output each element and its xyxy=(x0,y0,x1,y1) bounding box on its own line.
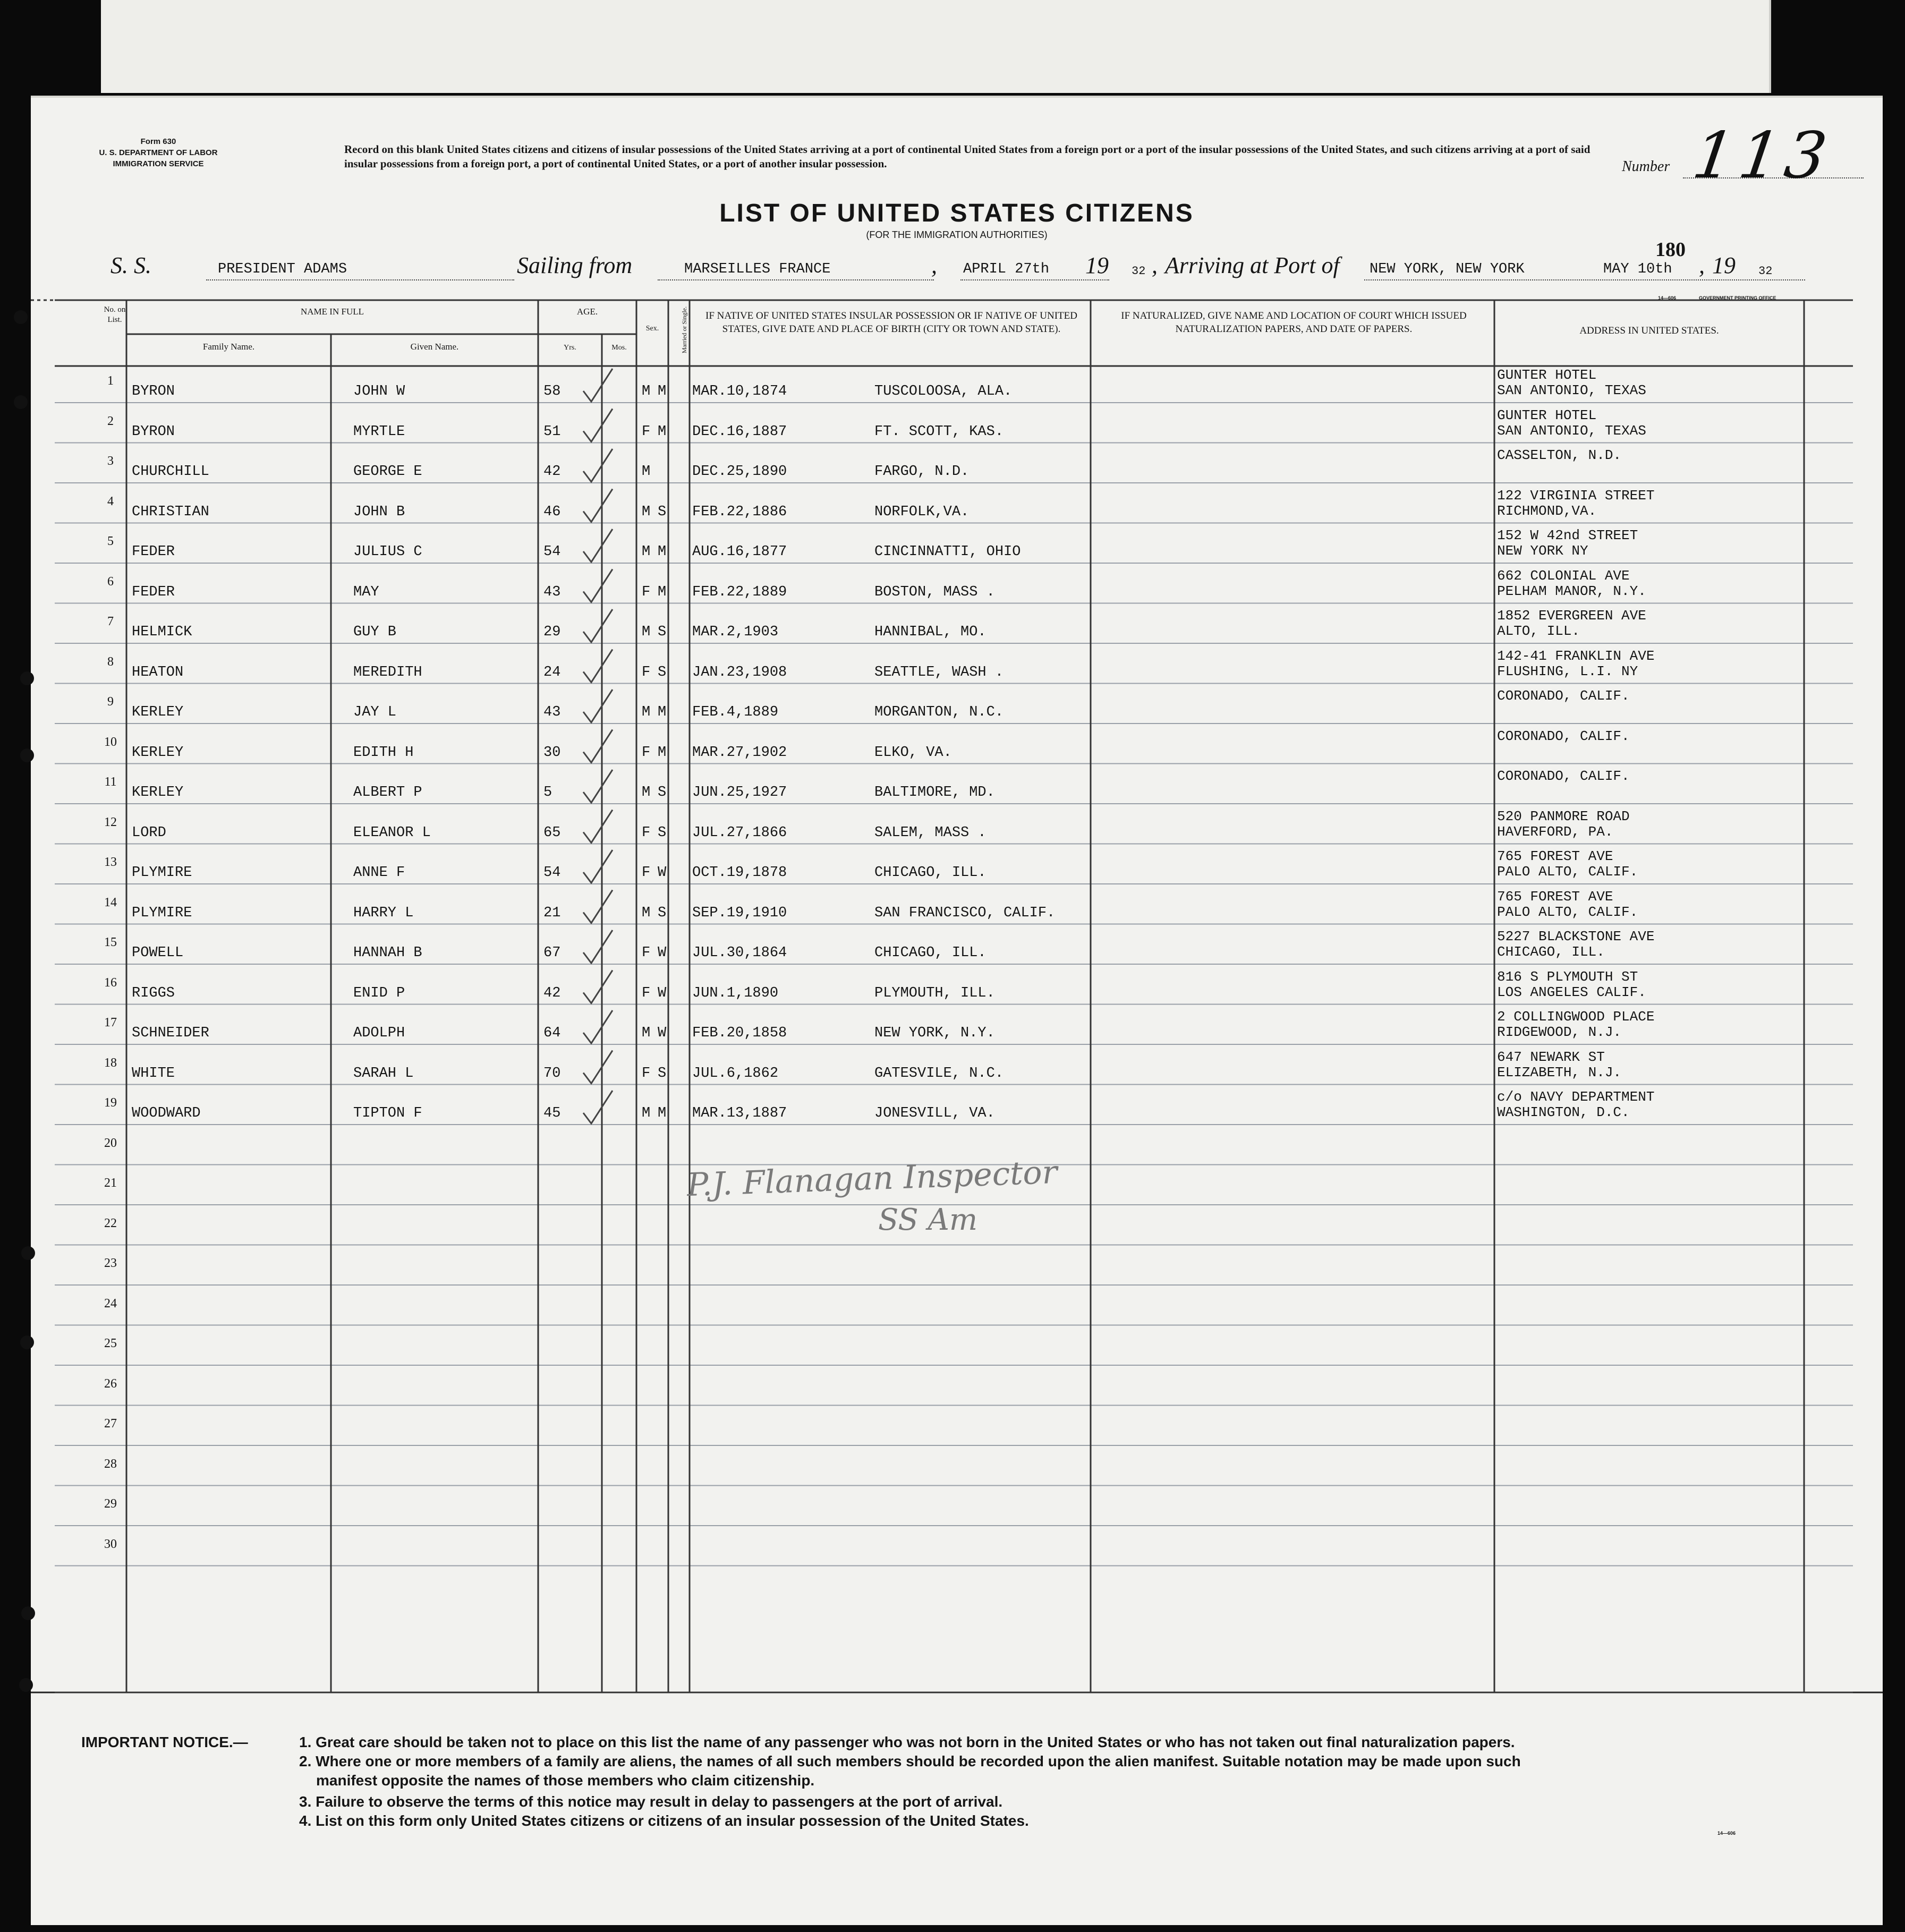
family-name-cell: KERLEY xyxy=(132,785,184,801)
birth-date-cell: SEP.19,1910 xyxy=(692,905,787,921)
birth-place-cell: FT. SCOTT, KAS. xyxy=(874,423,1004,440)
birth-place-cell: MORGANTON, N.C. xyxy=(874,704,1004,720)
given-name-cell: JOHN B xyxy=(353,504,405,520)
marital-status-cell: M xyxy=(658,384,667,399)
birth-date-cell: DEC.25,1890 xyxy=(692,464,787,480)
family-name-cell: WOODWARD xyxy=(132,1105,201,1121)
given-name-cell: HANNAH B xyxy=(353,945,422,961)
family-name-cell: BYRON xyxy=(132,423,175,440)
birth-place-cell: CINCINNATTI, OHIO xyxy=(874,544,1021,560)
address-line-1: 765 FOREST AVE xyxy=(1497,888,1613,905)
notice-item-3: 3. Failure to observe the terms of this notice may result in delay to passengers at the port of arrival. xyxy=(299,1793,1003,1810)
sex-cell: M xyxy=(642,1105,651,1121)
address-line-2: WASHINGTON, D.C. xyxy=(1497,1104,1630,1120)
check-mark xyxy=(583,890,613,923)
sex-cell: F xyxy=(642,985,651,1001)
birth-place-cell: BOSTON, MASS . xyxy=(874,584,995,600)
address-line-2: SAN ANTONIO, TEXAS xyxy=(1497,422,1646,439)
arriving-label: Arriving at Port of xyxy=(1165,252,1340,278)
given-name-cell: MYRTLE xyxy=(353,423,405,440)
header-married-or-single: Married or Single. xyxy=(681,306,688,354)
family-name-cell: LORD xyxy=(132,824,166,841)
sex-cell: M xyxy=(642,785,651,801)
age-cell: 58 xyxy=(543,384,561,399)
header-mos: Mos. xyxy=(611,344,627,352)
family-name-cell: PLYMIRE xyxy=(132,905,192,921)
address-line-1: GUNTER HOTEL xyxy=(1497,407,1597,423)
sailing-year: 32 xyxy=(1132,265,1146,278)
row-number: 14 xyxy=(104,895,117,909)
given-name-cell: ENID P xyxy=(353,985,405,1001)
family-name-cell: HEATON xyxy=(132,664,184,680)
arriving-port: NEW YORK, NEW YORK xyxy=(1370,261,1525,277)
check-mark xyxy=(583,730,613,763)
age-cell: 54 xyxy=(543,544,561,560)
birth-place-cell: SEATTLE, WASH . xyxy=(874,664,1004,680)
year-prefix: 19 xyxy=(1712,252,1736,278)
arriving-date: MAY 10th xyxy=(1603,261,1672,277)
family-name-cell: CHURCHILL xyxy=(132,464,209,480)
age-cell: 29 xyxy=(543,624,561,640)
address-line-2: HAVERFORD, PA. xyxy=(1497,823,1613,840)
sailing-label: Sailing from xyxy=(517,252,633,278)
check-mark xyxy=(583,1051,613,1084)
row-number: 21 xyxy=(104,1176,117,1190)
marital-status-cell: M xyxy=(658,704,667,720)
address-line-2: CHICAGO, ILL. xyxy=(1497,944,1605,960)
age-cell: 51 xyxy=(543,423,561,440)
given-name-cell: TIPTON F xyxy=(353,1105,422,1121)
sex-cell: M xyxy=(642,1025,651,1041)
birth-date-cell: JAN.23,1908 xyxy=(692,664,787,680)
row-number: 5 xyxy=(107,534,114,548)
check-mark xyxy=(583,369,613,402)
ss-label: S. S. xyxy=(110,252,151,278)
given-name-cell: SARAH L xyxy=(353,1065,414,1082)
address-line-1: c/o NAVY DEPARTMENT xyxy=(1497,1089,1655,1105)
marital-status-cell: S xyxy=(658,905,667,921)
sex-cell: F xyxy=(642,664,651,680)
sex-cell: F xyxy=(642,584,651,600)
address-line-1: 816 S PLYMOUTH ST xyxy=(1497,968,1638,985)
check-mark xyxy=(583,1091,613,1124)
age-cell: 70 xyxy=(543,1065,561,1082)
sex-cell: M xyxy=(642,464,651,480)
age-cell: 43 xyxy=(543,584,561,600)
page-subtitle: (FOR THE IMMIGRATION AUTHORITIES) xyxy=(866,229,1048,240)
birth-place-cell: SALEM, MASS . xyxy=(874,824,986,841)
stamp-number: 180 xyxy=(1655,239,1686,261)
birth-date-cell: AUG.16,1877 xyxy=(692,544,787,560)
comma: , xyxy=(1152,252,1158,278)
row-number: 3 xyxy=(107,454,114,468)
check-mark xyxy=(583,650,613,683)
birth-date-cell: DEC.16,1887 xyxy=(692,423,787,440)
address-line-2: ALTO, ILL. xyxy=(1497,623,1580,639)
address-line-1: CORONADO, CALIF. xyxy=(1497,728,1630,744)
list-number: 113 xyxy=(1688,119,1836,193)
given-name-cell: MAY xyxy=(353,584,379,600)
address-line-2: PELHAM MANOR, N.Y. xyxy=(1497,583,1646,599)
sex-cell: F xyxy=(642,1065,651,1082)
marital-status-cell: W xyxy=(658,945,667,961)
sex-cell: M xyxy=(642,544,651,560)
birth-date-cell: JUL.27,1866 xyxy=(692,824,787,841)
check-mark xyxy=(583,569,613,602)
punch-hole xyxy=(20,1335,34,1349)
birth-date-cell: FEB.22,1886 xyxy=(692,504,787,520)
given-name-cell: GEORGE E xyxy=(353,464,422,480)
birth-place-cell: SAN FRANCISCO, CALIF. xyxy=(874,905,1056,921)
address-line-1: 1852 EVERGREEN AVE xyxy=(1497,608,1646,624)
address-line-2: LOS ANGELES CALIF. xyxy=(1497,984,1646,1000)
row-number: 23 xyxy=(104,1256,117,1270)
address-line-2: PALO ALTO, CALIF. xyxy=(1497,904,1638,920)
address-line-1: GUNTER HOTEL xyxy=(1497,367,1597,383)
row-number: 24 xyxy=(104,1296,117,1310)
address-line-2: NEW YORK NY xyxy=(1497,543,1588,559)
header-yrs: Yrs. xyxy=(564,344,576,352)
punch-hole xyxy=(19,1678,33,1692)
row-number: 19 xyxy=(104,1096,117,1110)
birth-place-cell: PLYMOUTH, ILL. xyxy=(874,985,995,1001)
birth-date-cell: MAR.27,1902 xyxy=(692,744,787,761)
sex-cell: M xyxy=(642,704,651,720)
age-cell: 30 xyxy=(543,744,561,761)
address-line-1: 142-41 FRANKLIN AVE xyxy=(1497,648,1655,664)
sex-cell: F xyxy=(642,824,651,841)
age-cell: 45 xyxy=(543,1105,561,1121)
birth-date-cell: JUL.30,1864 xyxy=(692,945,787,961)
header-address: ADDRESS IN UNITED STATES. xyxy=(1579,325,1719,336)
family-name-cell: BYRON xyxy=(132,384,175,399)
address-line-1: 5227 BLACKSTONE AVE xyxy=(1497,929,1655,944)
row-number: 27 xyxy=(104,1417,117,1431)
check-mark xyxy=(583,449,613,482)
birth-date-cell: MAR.13,1887 xyxy=(692,1105,787,1121)
ship-name: PRESIDENT ADAMS xyxy=(218,261,347,277)
marital-status-cell: M xyxy=(658,544,667,560)
back-sheet xyxy=(101,0,1771,93)
birth-place-cell: TUSCOLOOSA, ALA. xyxy=(874,384,1013,399)
row-number: 30 xyxy=(104,1537,117,1551)
manifest-page xyxy=(31,96,1883,1925)
address-line-1: 520 PANMORE ROAD xyxy=(1497,808,1630,824)
birth-place-cell: CHICAGO, ILL. xyxy=(874,945,986,961)
check-mark xyxy=(583,971,613,1003)
row-number: 9 xyxy=(107,695,114,709)
punch-hole xyxy=(14,395,28,409)
birth-place-cell: JONESVILL, VA. xyxy=(874,1105,995,1121)
age-cell: 42 xyxy=(543,464,561,480)
birth-date-cell: FEB.20,1858 xyxy=(692,1025,787,1041)
address-line-1: 765 FOREST AVE xyxy=(1497,848,1613,864)
row-number: 15 xyxy=(104,935,117,949)
check-mark xyxy=(583,489,613,522)
marital-status-cell: S xyxy=(658,504,667,520)
header-given-name: Given Name. xyxy=(410,342,459,352)
gpo-mark: GOVERNMENT PRINTING OFFICE xyxy=(1699,295,1776,301)
address-line-2: FLUSHING, L.I. NY xyxy=(1497,663,1638,679)
row-number: 18 xyxy=(104,1056,117,1070)
sailing-from: MARSEILLES FRANCE xyxy=(684,261,831,277)
family-name-cell: PLYMIRE xyxy=(132,865,192,881)
row-number: 25 xyxy=(104,1337,117,1350)
address-line-1: 662 COLONIAL AVE xyxy=(1497,567,1630,584)
row-number: 10 xyxy=(104,735,117,749)
inspector-signature: P.J. Flanagan Inspector xyxy=(686,1153,1058,1204)
address-line-2: PALO ALTO, CALIF. xyxy=(1497,864,1638,880)
row-number: 22 xyxy=(104,1216,117,1230)
row-number: 1 xyxy=(107,374,114,388)
row-number: 12 xyxy=(104,815,117,829)
punch-hole xyxy=(14,310,28,324)
sex-cell: F xyxy=(642,865,651,881)
inspector-initials: SS Am xyxy=(878,1203,978,1237)
birth-place-cell: BALTIMORE, MD. xyxy=(874,785,995,801)
address-line-2: ELIZABETH, N.J. xyxy=(1497,1064,1622,1080)
sailing-date: APRIL 27th xyxy=(963,261,1050,277)
check-mark xyxy=(583,609,613,642)
comma: , xyxy=(1699,252,1705,278)
notice-label: IMPORTANT NOTICE.— xyxy=(81,1734,248,1750)
notice-item-2: 2. Where one or more members of a family are aliens, the names of all such members should be recorded upon the alien manifest. Suitable notation may be made upon such xyxy=(299,1753,1521,1769)
header-sex: Sex. xyxy=(645,325,659,333)
row-number: 17 xyxy=(104,1016,117,1029)
family-name-cell: FEDER xyxy=(132,584,175,600)
age-cell: 24 xyxy=(543,664,561,680)
record-instructions: Record on this blank United States citizens and citizens of insular possessions of the United States arriving at a port of continental United States from a foreign port or a port of the insular possessions of the United States, and such citizens arriving at a port of said insular possessions from a foreign port, a port of continental United States, or a port of another insular possession. xyxy=(344,143,1591,170)
marital-status-cell: M xyxy=(658,744,667,761)
marital-status-cell: S xyxy=(658,785,667,801)
birth-place-cell: ELKO, VA. xyxy=(874,744,952,761)
header-naturalized: IF NATURALIZED, GIVE NAME AND LOCATION OF COURT WHICH ISSUED NATURALIZATION PAPERS, AND DATE OF PAPERS. xyxy=(1121,310,1467,335)
given-name-cell: GUY B xyxy=(353,624,397,640)
header-age: AGE. xyxy=(576,307,598,317)
header-birth: IF NATIVE OF UNITED STATES INSULAR POSSESSION OR IF NATIVE OF UNITED STATES, GIVE DATE AND PLACE OF BIRTH (CITY OR TOWN AND STATE). xyxy=(705,310,1077,335)
address-line-2: RIDGEWOOD, N.J. xyxy=(1497,1024,1622,1040)
row-number: 29 xyxy=(104,1497,117,1511)
sex-cell: M xyxy=(642,905,651,921)
form-id-line: Form 630 xyxy=(140,137,176,146)
row-number: 7 xyxy=(107,615,114,628)
age-cell: 65 xyxy=(543,824,561,841)
family-name-cell: POWELL xyxy=(132,945,184,961)
marital-status-cell: W xyxy=(658,1025,667,1041)
check-mark xyxy=(583,1010,613,1043)
birth-date-cell: FEB.22,1889 xyxy=(692,584,787,600)
given-name-cell: JAY L xyxy=(353,704,397,720)
given-name-cell: JOHN W xyxy=(353,384,405,399)
marital-status-cell: M xyxy=(658,584,667,600)
sex-cell: M xyxy=(642,624,651,640)
row-number: 11 xyxy=(104,775,117,789)
family-name-cell: CHRISTIAN xyxy=(132,504,209,520)
given-name-cell: MEREDITH xyxy=(353,664,422,680)
form-id-line: IMMIGRATION SERVICE xyxy=(113,159,204,168)
address-line-1: 2 COLLINGWOOD PLACE xyxy=(1497,1009,1655,1025)
sex-cell: F xyxy=(642,945,651,961)
check-mark xyxy=(583,850,613,883)
header-name-in-full: NAME IN FULL xyxy=(301,307,364,317)
notice-item-1: 1. Great care should be taken not to place on this list the name of any passenger who was not born in the United States or who has not taken out final naturalization papers. xyxy=(299,1734,1515,1750)
family-name-cell: RIGGS xyxy=(132,985,175,1001)
family-name-cell: SCHNEIDER xyxy=(132,1025,209,1041)
check-mark xyxy=(583,810,613,843)
given-name-cell: ELEANOR L xyxy=(353,824,431,841)
birth-date-cell: OCT.19,1878 xyxy=(692,865,787,881)
sex-cell: M xyxy=(642,504,651,520)
header-family-name: Family Name. xyxy=(202,342,255,352)
row-number: 28 xyxy=(104,1457,117,1471)
arriving-year: 32 xyxy=(1758,265,1773,278)
birth-date-cell: JUL.6,1862 xyxy=(692,1065,779,1082)
age-cell: 67 xyxy=(543,945,561,961)
age-cell: 5 xyxy=(543,785,552,801)
comma: , xyxy=(931,252,937,278)
age-cell: 21 xyxy=(543,905,561,921)
sex-cell: F xyxy=(642,423,651,440)
marital-status-cell: M xyxy=(658,1105,667,1121)
age-cell: 54 xyxy=(543,865,561,881)
check-mark xyxy=(583,529,613,562)
family-name-cell: WHITE xyxy=(132,1065,175,1082)
marital-status-cell: S xyxy=(658,664,667,680)
row-number: 8 xyxy=(107,654,114,669)
address-line-1: 122 VIRGINIA STREET xyxy=(1497,487,1655,504)
birth-date-cell: MAR.10,1874 xyxy=(692,384,787,399)
sex-cell: M xyxy=(642,384,651,399)
row-number: 13 xyxy=(104,855,117,869)
check-mark xyxy=(583,930,613,963)
row-number: 4 xyxy=(107,494,114,508)
given-name-cell: ANNE F xyxy=(353,865,405,881)
given-name-cell: JULIUS C xyxy=(353,544,422,560)
given-name-cell: HARRY L xyxy=(353,905,414,921)
given-name-cell: ADOLPH xyxy=(353,1025,405,1041)
punch-hole xyxy=(21,1606,35,1620)
family-name-cell: FEDER xyxy=(132,544,175,560)
year-prefix: 19 xyxy=(1085,252,1109,278)
notice-item-4: 4. List on this form only United States citizens or citizens of an insular possession of the United States. xyxy=(299,1812,1029,1829)
row-number: 26 xyxy=(104,1376,117,1391)
row-number: 20 xyxy=(104,1136,117,1150)
family-name-cell: KERLEY xyxy=(132,744,184,761)
punch-hole xyxy=(21,1246,35,1260)
marital-status-cell: W xyxy=(658,865,667,881)
age-cell: 46 xyxy=(543,504,561,520)
birth-place-cell: FARGO, N.D. xyxy=(874,464,969,480)
address-line-2: SAN ANTONIO, TEXAS xyxy=(1497,382,1646,398)
row-number: 6 xyxy=(107,574,114,589)
marital-status-cell: S xyxy=(658,1065,667,1082)
given-name-cell: EDITH H xyxy=(353,744,414,761)
address-line-1: 647 NEWARK ST xyxy=(1497,1049,1605,1065)
birth-date-cell: JUN.1,1890 xyxy=(692,985,779,1001)
notice-item-2-cont: manifest opposite the names of those members who claim citizenship. xyxy=(316,1772,815,1789)
marital-status-cell: W xyxy=(658,985,667,1001)
age-cell: 43 xyxy=(543,704,561,720)
page-title: LIST OF UNITED STATES CITIZENS xyxy=(719,199,1194,227)
notice-code: 14—606 xyxy=(1717,1831,1736,1836)
birth-place-cell: HANNIBAL, MO. xyxy=(874,624,986,640)
row-number: 16 xyxy=(104,975,117,990)
check-mark xyxy=(583,409,613,442)
marital-status-cell: M xyxy=(658,423,667,440)
address-line-1: CASSELTON, N.D. xyxy=(1497,447,1622,463)
check-mark xyxy=(583,690,613,722)
given-name-cell: ALBERT P xyxy=(353,785,422,801)
check-mark xyxy=(583,770,613,803)
birth-date-cell: FEB.4,1889 xyxy=(692,704,779,720)
print-code: 14—606 xyxy=(1658,295,1677,301)
marital-status-cell: S xyxy=(658,824,667,841)
address-line-2: RICHMOND,VA. xyxy=(1497,503,1597,519)
row-number: 2 xyxy=(107,414,114,428)
birth-place-cell: NORFOLK,VA. xyxy=(874,504,969,520)
birth-place-cell: NEW YORK, N.Y. xyxy=(874,1025,995,1041)
sex-cell: F xyxy=(642,744,651,761)
birth-place-cell: CHICAGO, ILL. xyxy=(874,865,986,881)
address-line-1: CORONADO, CALIF. xyxy=(1497,688,1630,704)
form-id-line: U. S. DEPARTMENT OF LABOR xyxy=(99,148,218,157)
age-cell: 42 xyxy=(543,985,561,1001)
birth-place-cell: GATESVILE, N.C. xyxy=(874,1065,1004,1082)
punch-hole xyxy=(20,671,34,685)
birth-date-cell: JUN.25,1927 xyxy=(692,785,787,801)
marital-status-cell: S xyxy=(658,624,667,640)
address-line-1: CORONADO, CALIF. xyxy=(1497,768,1630,784)
age-cell: 64 xyxy=(543,1025,561,1041)
punch-hole xyxy=(20,748,34,762)
birth-date-cell: MAR.2,1903 xyxy=(692,624,779,640)
family-name-cell: HELMICK xyxy=(132,624,192,640)
header-no-on-list: No. on List. xyxy=(104,305,126,324)
number-label: Number xyxy=(1622,158,1670,175)
family-name-cell: KERLEY xyxy=(132,704,184,720)
address-line-1: 152 W 42nd STREET xyxy=(1497,527,1638,543)
